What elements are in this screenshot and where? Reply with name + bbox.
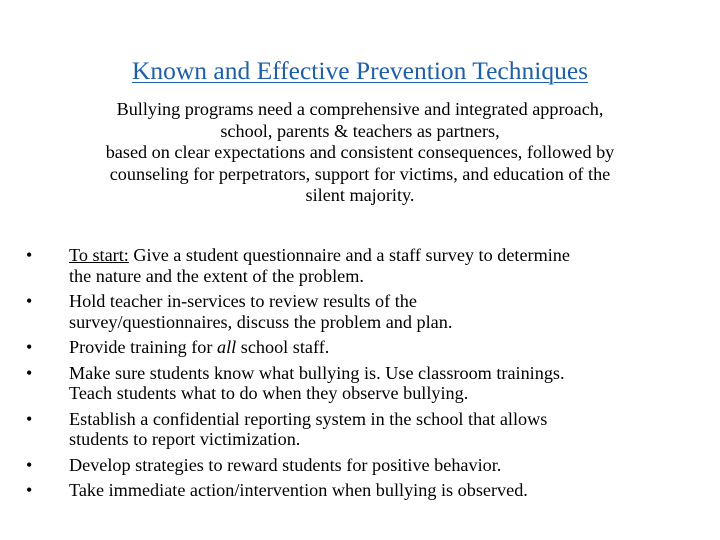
bullet-line: Hold teacher in-services to review results of the — [69, 291, 417, 311]
bullet-icon: • — [26, 245, 33, 265]
bullet-line: Teach students what to do when they observe bullying. — [69, 383, 469, 403]
bullet-line: Take immediate action/intervention when bullying is observed. — [69, 480, 528, 500]
intro-line: based on clear expectations and consistent consequences, followed by — [105, 142, 615, 162]
bullet-item — [26, 291, 716, 332]
bullet-icon: • — [26, 480, 33, 500]
bullet-emphasis-text: all — [217, 337, 237, 357]
bullet-line — [69, 245, 716, 266]
bullet-line: survey/questionnaires, discuss the problem and plan. — [69, 311, 453, 332]
intro-line: counseling for perpetrators, support for victims, and education of the — [109, 163, 611, 184]
bullet-icon: • — [26, 408, 33, 429]
bullet-text: Provide training for — [69, 337, 217, 357]
bullet-line — [69, 337, 716, 358]
bullet-line: Establish a confidential reporting system in the school that allows — [69, 408, 548, 429]
bullet-item — [26, 337, 716, 358]
bullet-item — [26, 480, 716, 501]
intro-line: Bullying programs need a comprehensive and integrated approach, — [116, 99, 604, 119]
bullet-line: Make sure students know what bullying is. Use classroom trainings. — [69, 362, 565, 383]
bullet-text: Give a student questionnaire and a staff survey to determine — [128, 245, 570, 265]
bullet-icon: • — [26, 454, 33, 475]
bullet-item — [26, 409, 716, 450]
bullet-text: school staff. — [236, 337, 330, 357]
bullet-line: the nature and the extent of the problem. — [69, 265, 364, 286]
slide-title: Known and Effective Prevention Techniques — [131, 56, 589, 85]
bullet-icon: • — [26, 337, 33, 357]
bullet-icon: • — [26, 291, 33, 311]
bullet-item — [26, 363, 716, 404]
bullet-list — [26, 245, 716, 506]
bullet-item — [26, 455, 716, 476]
bullet-line: Develop strategies to reward students for positive behavior. — [69, 454, 502, 475]
bullet-item — [26, 245, 716, 286]
intro-line: silent majority. — [305, 185, 415, 205]
intro-line: school, parents & teachers as partners, — [220, 120, 500, 141]
bullet-line: students to report victimization. — [69, 429, 301, 449]
bullet-icon: • — [26, 362, 33, 383]
intro-paragraph — [22, 99, 698, 207]
bullet-lead-text: To start: — [69, 245, 129, 265]
